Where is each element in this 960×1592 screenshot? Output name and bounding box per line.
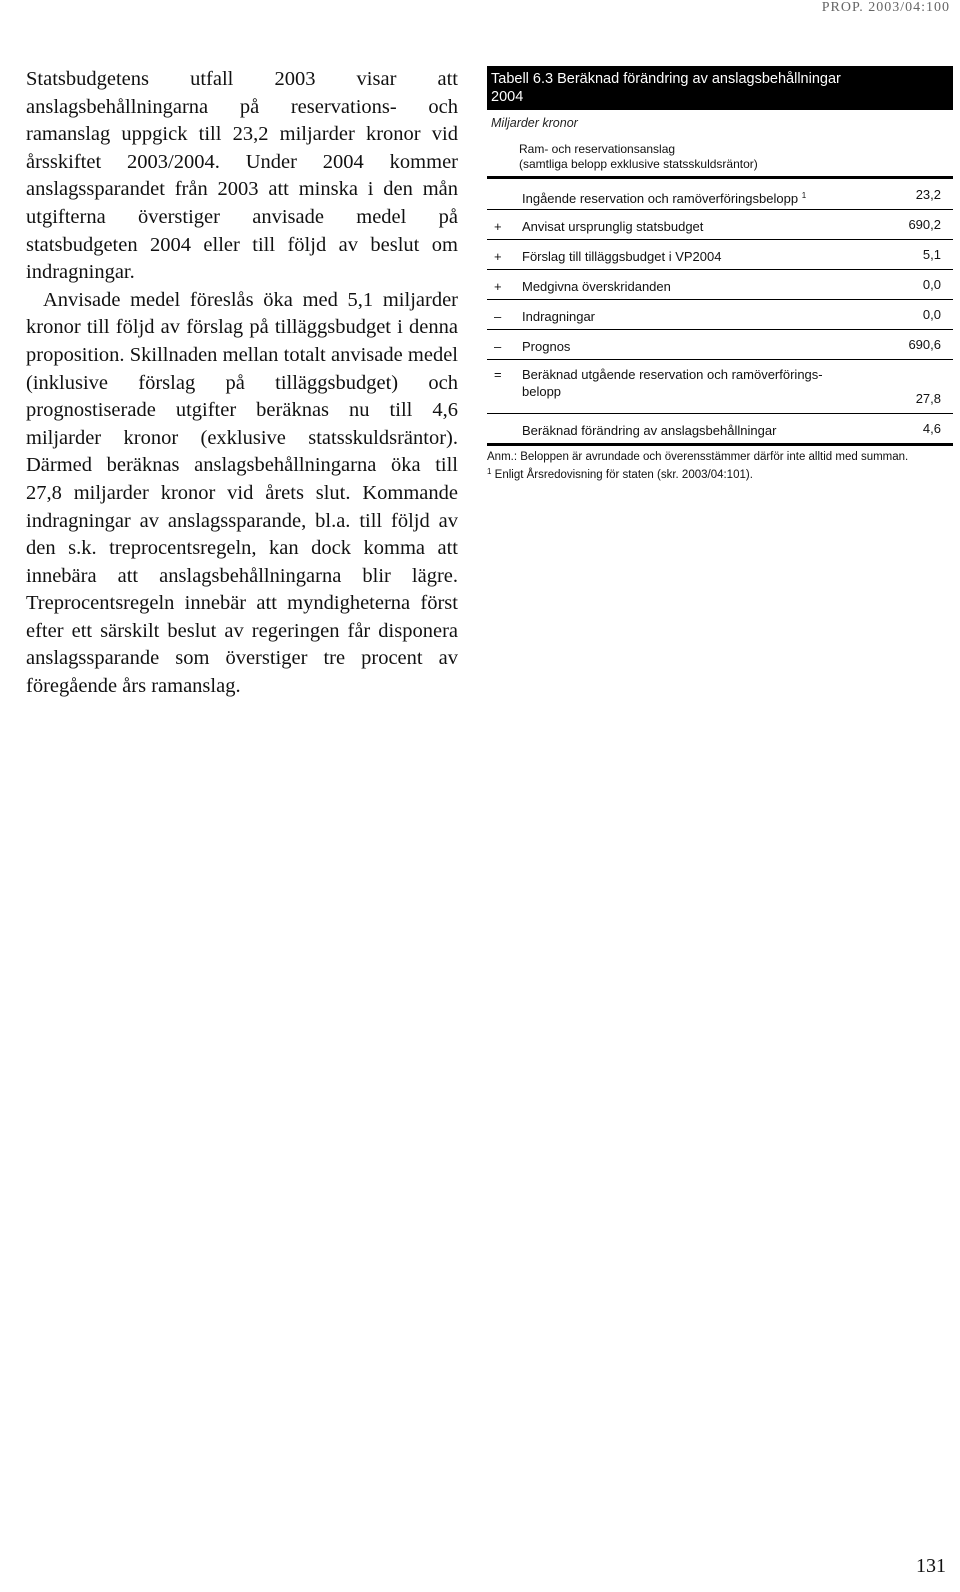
page-number: 131 bbox=[916, 1555, 946, 1577]
table-row bbox=[487, 330, 953, 360]
body-text bbox=[26, 66, 458, 701]
row-value: 0,0 bbox=[922, 307, 941, 322]
footnote-ref: 1 bbox=[801, 191, 807, 200]
paragraph-1: Statsbudgetens utfall 2003 visar att anslagsbehållningarna på reservations- och ramanslag uppgick till 23,2 miljarder kronor vid årsskiftet 2003/2004. Under 2004 kommer anslagssparandet från 2003 att minska i den mån utgifterna överstiger anvisade medel på statsbudgeten 2004 eller till följd av beslut om indragningar. bbox=[26, 68, 458, 284]
row-sign: – bbox=[494, 309, 502, 324]
row-value: 23,2 bbox=[915, 187, 941, 202]
row-value: 5,1 bbox=[922, 247, 941, 262]
row-label bbox=[487, 360, 953, 400]
table-row bbox=[487, 414, 953, 446]
table-row bbox=[487, 270, 953, 300]
table-row bbox=[487, 300, 953, 330]
column-head-line-2: (samtliga belopp exklusive statsskuldsräntor) bbox=[519, 157, 758, 171]
row-value: 690,2 bbox=[908, 217, 941, 232]
row-label-text: Ingående reservation och ramöverföringsbelopp bbox=[522, 191, 799, 206]
running-head: PROP. 2003/04:100 bbox=[821, 0, 950, 15]
row-value: 690,6 bbox=[908, 337, 941, 352]
table-footnote bbox=[487, 465, 953, 482]
table-row bbox=[487, 240, 953, 270]
note-text: : Beloppen är avrundade och överensstämmer därför inte alltid med summan. bbox=[513, 451, 909, 463]
row-value: 27,8 bbox=[915, 391, 941, 406]
row-value: 4,6 bbox=[922, 421, 941, 436]
table-caption bbox=[487, 66, 953, 110]
row-label: Förslag till tilläggsbudget i VP2004 bbox=[522, 249, 722, 264]
column-head-line-1: Ram- och reservationsanslag bbox=[519, 142, 676, 156]
row-value: 0,0 bbox=[922, 277, 941, 292]
row-label-line-2: belopp bbox=[522, 384, 562, 399]
footnote-text: Enligt Årsredovisning för staten (skr. 2003/04:101). bbox=[491, 469, 753, 481]
row-sign: + bbox=[494, 249, 502, 264]
row-sign: – bbox=[494, 339, 502, 354]
row-sign: = bbox=[494, 367, 502, 382]
table-note bbox=[487, 450, 953, 464]
note-prefix: Anm. bbox=[487, 451, 514, 463]
table-caption-line-1: Tabell 6.3 Beräknad förändring av anslagsbehållningar bbox=[491, 71, 841, 87]
row-label: Indragningar bbox=[522, 309, 595, 324]
row-label: Medgivna överskridanden bbox=[522, 279, 671, 294]
table-row bbox=[487, 210, 953, 240]
row-label: Anvisat ursprunglig statsbudget bbox=[522, 219, 704, 234]
budget-table bbox=[487, 66, 953, 482]
row-label: Beräknad förändring av anslagsbehållningar bbox=[522, 423, 777, 438]
table-row bbox=[487, 360, 953, 414]
row-label-line-1: Beräknad utgående reservation och ramöverförings- bbox=[522, 367, 823, 382]
table-column-head bbox=[519, 142, 953, 174]
table-unit: Miljarder kronor bbox=[491, 116, 578, 130]
paragraph-2: Anvisade medel föreslås öka med 5,1 miljarder kronor till följd av förslag på tilläggsbudget i denna proposition. Skillnaden mellan totalt anvisade medel (inklusive förslag på tilläggsbudget) och prognostiserade utgifter beräknas nu till 4,6 miljarder kronor (exklusive statsskuldsräntor). Därmed beräknas anslagsbehållningarna öka till 27,8 miljarder kronor vid årets slut. Kommande indragningar av anslagssparande, bl.a. till följd av den s.k. treprocentsregeln, kan dock komma att innebära att anslagsbehållningarna blir lägre. Treprocentsregeln innebär att myndigheterna först efter ett särskilt beslut av regeringen får disponera anslagssparande som överstiger tre procent av föregående års ramanslag. bbox=[26, 288, 458, 698]
row-label: Prognos bbox=[522, 339, 571, 354]
table-caption-line-2: 2004 bbox=[491, 89, 524, 105]
row-sign: + bbox=[494, 219, 502, 234]
row-sign: + bbox=[494, 279, 502, 294]
row-label bbox=[487, 179, 953, 207]
footnote-mark: 1 bbox=[487, 467, 492, 476]
table-row bbox=[487, 179, 953, 210]
